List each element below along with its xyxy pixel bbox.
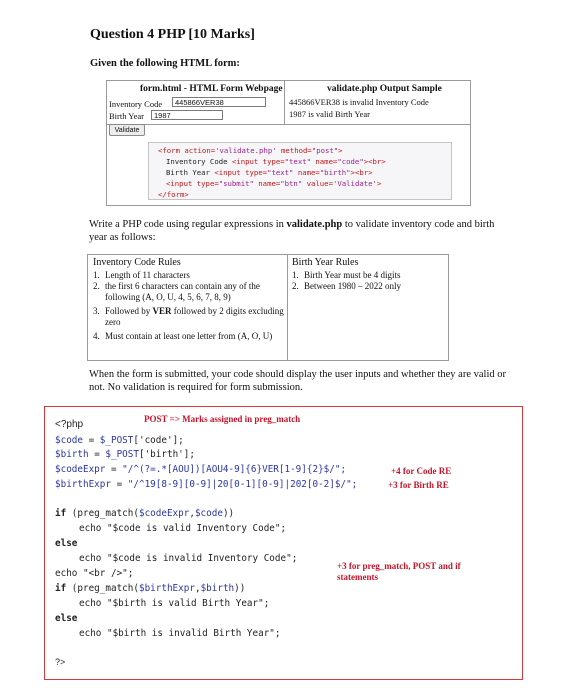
output-line-2: 1987 is valid Birth Year bbox=[289, 109, 370, 119]
echo-valid-code: echo "$code is valid Inventory Code"; bbox=[79, 523, 287, 534]
code-line-birth: Birth Year <input type="text" name="birth"><br> bbox=[166, 168, 373, 177]
birth-rules-header: Birth Year Rules bbox=[292, 257, 359, 268]
table-divider bbox=[106, 124, 471, 125]
if-birth-match: if (preg_match($birthExpr,$birth)) bbox=[55, 583, 246, 594]
validate-button[interactable]: Validate bbox=[109, 124, 145, 136]
given-text: Given the following HTML form: bbox=[90, 58, 240, 69]
post-note: POST => Marks assigned in preg_match bbox=[144, 414, 301, 424]
inventory-rules-header: Inventory Code Rules bbox=[93, 257, 181, 268]
output-line-1: 445866VER38 is invalid Inventory Code bbox=[289, 97, 429, 107]
code-assign-birth: $birth = $_POST['birth']; bbox=[55, 449, 195, 460]
table-divider bbox=[287, 254, 288, 361]
birth-year-input[interactable]: 1987 bbox=[151, 110, 223, 120]
code-line-submit: <input type="submit" name="btn" value='Validate'> bbox=[166, 179, 382, 188]
output-sample-header: validate.php Output Sample bbox=[327, 84, 442, 94]
if-code-match: if (preg_match($codeExpr,$code)) bbox=[55, 508, 235, 519]
code-expr-regex: $codeExpr = "/^(?=.*[AOU])[AOU4-9]{6}VER[1-9]{2}$/"; bbox=[55, 464, 347, 475]
code-line-form-close: </form> bbox=[158, 190, 189, 199]
code-line-inventory: Inventory Code <input type="text" name="code"><br> bbox=[166, 157, 386, 166]
submit-paragraph: When the form is submitted, your code should display the user inputs and whether they are valid or not. No validation is required for form submission. bbox=[89, 369, 506, 393]
code-re-note: +4 for Code RE bbox=[391, 466, 452, 476]
echo-br: echo "<br />"; bbox=[55, 568, 134, 579]
inventory-code-label: Inventory Code bbox=[109, 99, 163, 109]
birth-re-note: +3 for Birth RE bbox=[388, 480, 449, 490]
inventory-code-input[interactable]: 445866VER38 bbox=[172, 97, 266, 107]
else-keyword: else bbox=[55, 613, 78, 624]
html-form-header: form.html - HTML Form Webpage bbox=[140, 84, 283, 94]
table-divider bbox=[284, 80, 285, 124]
echo-invalid-code: echo "$code is invalid Inventory Code"; bbox=[79, 553, 298, 564]
else-keyword: else bbox=[55, 538, 78, 549]
intro-paragraph: Write a PHP code using regular expressions in validate.php to validate inventory code and birth year as follows: bbox=[89, 219, 495, 243]
php-close-tag: ?> bbox=[55, 657, 66, 667]
echo-valid-birth: echo "$birth is valid Birth Year"; bbox=[79, 598, 270, 609]
code-line-form-open: <form action='validate.php' method="post"> bbox=[158, 146, 343, 155]
html-code-box bbox=[148, 142, 452, 200]
birth-expr-regex: $birthExpr = "/^19[8-9][0-9]|20[0-1][0-9]|202[0-2]$/"; bbox=[55, 479, 358, 490]
question-title: Question 4 PHP [10 Marks] bbox=[90, 27, 255, 42]
php-open-tag: <?php bbox=[55, 419, 84, 430]
answer-box bbox=[44, 406, 523, 680]
code-assign-code: $code = $_POST['code']; bbox=[55, 435, 184, 446]
preg-match-note: +3 for preg_match, POST and if statements bbox=[337, 561, 461, 582]
echo-invalid-birth: echo "$birth is invalid Birth Year"; bbox=[79, 628, 281, 639]
birth-year-label: Birth Year bbox=[109, 111, 144, 121]
